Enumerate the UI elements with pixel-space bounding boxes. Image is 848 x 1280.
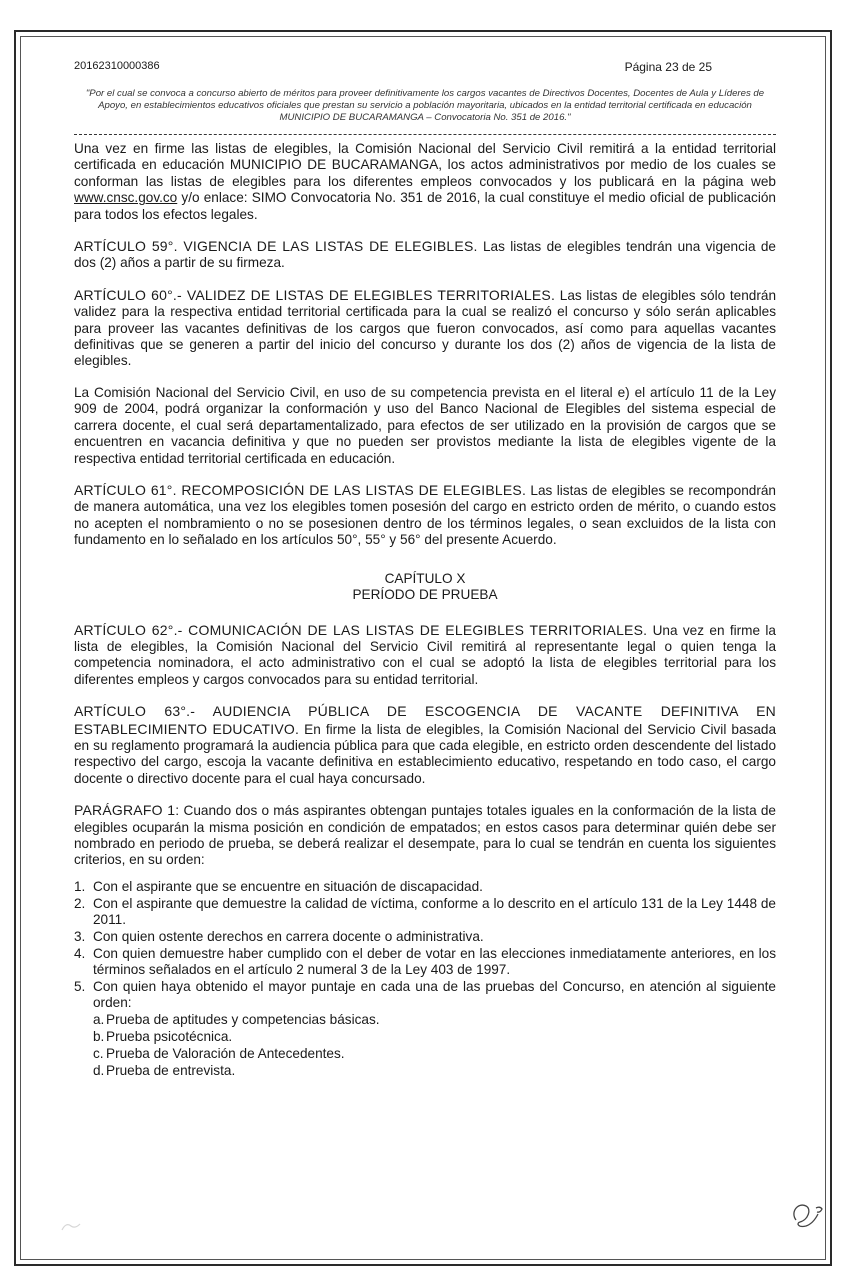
list-item: 1. Con el aspirante que se encuentre en situación de discapacidad. [74,878,483,894]
article-63: ARTÍCULO 63°.- AUDIENCIA PÚBLICA DE ESCOGENCIA DE VACANTE DEFINITIVA EN ESTABLECIMIENTO EDUCATIVO. En firme la lista de elegibles, la Comisión Nacional del Servicio Civil basada en su reglamento programará la audiencia pública para que cada elegible, en estricto orden descendente del listado respectivo del cargo, escoja la vacante definitiva en establecimiento educativo, respetando en todo caso, el cargo docente o directivo docente para el cual haya concursado. [74,703,777,786]
article-62-title: ARTÍCULO 62°.- COMUNICACIÓN DE LAS LISTAS DE ELEGIBLES TERRITORIALES. [74,621,648,638]
article-60-paragraph-2: La Comisión Nacional del Servicio Civil, en uso de su competencia prevista en el literal e) el artículo 11 de la Ley 909 de 2004, podrá organizar la conformación y uso del Banco Nacional de Elegibles del sistema especial de carrera docente, el cual será departamentalizado, para efectos de ser utilizado en la provisión de cargos que se encuentren en vacancia definitiva y que no pueden ser provistos mediante la lista de elegibles vigente de la respectiva entidad territorial certificada en educación. [74,384,776,466]
cnsc-website-link[interactable]: www.cnsc.gov.co [74,190,178,206]
article-60: ARTÍCULO 60°.- VALIDEZ DE LISTAS DE ELEGIBLES TERRITORIALES. Las listas de elegibles sólo tendrán validez para la respectiva entidad territorial certificada para la cual se realizó el concurso y sólo serán aplicables para proveer las vacantes definitivas de los cargos que fueron convocados, así como para aquellas vacantes definitivas que se generen a partir del inicio del concurso y durante los dos (2) años de vigencia de la lista de elegibles. [74,286,776,369]
list-item: c. Prueba de Valoración de Antecedentes. [93,1045,345,1061]
intro-paragraph: Una vez en firme las listas de elegibles, la Comisión Nacional del Servicio Civil remitirá a la entidad territorial certificada en educación MUNICIPIO DE BUCARAMANGA, los actos administrativos por medio de los cuales se conforman las listas de elegibles para los diferentes empleos convocados y los publicará en la página web www.cnsc.gov.co y/o enlace: SIMO Convocatoria No. 351 de 2016, la cual constituye el medio oficial de publicación para todos los efectos legales. [74,141,776,222]
list-item: d. Prueba de entrevista. [93,1062,236,1078]
test-order-sublist [93,1012,776,1079]
header-divider [74,134,776,135]
list-item: 3. Con quien ostente derechos en carrera docente o administrativa. [74,928,484,944]
document-body [74,60,776,1080]
tiebreak-criteria-list [74,879,776,1011]
list-item: 4. Con quien demuestre haber cumplido con el deber de votar en las elecciones inmediatamente anteriores, en los términos señalados en el artículo 2 numeral 3 de la Ley 403 de 1997. [74,945,776,977]
article-61-title: ARTÍCULO 61°. RECOMPOSICIÓN DE LAS LISTAS DE ELEGIBLES. [74,481,527,498]
article-63-title: ARTÍCULO 63°.- AUDIENCIA PÚBLICA DE ESCOGENCIA DE VACANTE DEFINITIVA EN ESTABLECIMIENTO EDUCATIVO. [74,703,776,737]
list-item: 5. Con quien haya obtenido el mayor puntaje en cada una de las pruebas del Concurso, en atención al siguiente orden: [74,978,776,1010]
chapter-heading [74,571,776,604]
chapter-title: PERÍODO DE PRUEBA [352,587,498,603]
list-item: b. Prueba psicotécnica. [93,1028,233,1044]
resolution-caption: "Por el cual se convoca a concurso abierto de méritos para proveer definitivamente los cargos vacantes de Directivos Docentes, Docentes de Aula y Líderes de Apoyo, en establecimientos educativos oficiales que prestan su servicio a población mayoritaria, ubicados en la entidad territorial certificada en educación MUNICIPIO DE BUCARAMANGA – Convocatoria No. 351 de 2016." [85,88,765,123]
article-59: ARTÍCULO 59°. VIGENCIA DE LAS LISTAS DE ELEGIBLES. Las listas de elegibles tendrán una vigencia de dos (2) años a partir de su firmeza. [74,238,776,271]
article-61: ARTÍCULO 61°. RECOMPOSICIÓN DE LAS LISTAS DE ELEGIBLES. Las listas de elegibles se recompondrán de manera automática, una vez los elegibles tomen posesión del cargo en estricto orden de mérito, o cuando estos no acepten el nombramiento o no se posesionen dentro de los términos legales, o sean excluidos de la lista con fundamento en lo señalado en los artículos 50°, 55° y 56° del presente Acuerdo. [74,481,776,548]
list-item: a. Prueba de aptitudes y competencias básicas. [93,1011,380,1027]
faint-stamp-mark [60,1218,82,1234]
article-59-title: ARTÍCULO 59°. VIGENCIA DE LAS LISTAS DE ELEGIBLES. [74,238,478,255]
initials-signature [788,1198,828,1232]
article-62: ARTÍCULO 62°.- COMUNICACIÓN DE LAS LISTAS DE ELEGIBLES TERRITORIALES. Una vez en firme la lista de elegibles, la Comisión Nacional del Servicio Civil remitirá al representante legal o quien tenga la competencia nominadora, el acto administrativo con el cual se adoptó la lista de elegibles territorial para los diferentes empleos y cargos convocados para su entidad territorial. [74,621,776,687]
article-60-title: ARTÍCULO 60°.- VALIDEZ DE LISTAS DE ELEGIBLES TERRITORIALES. [74,286,556,303]
document-number: 20162310000386 [74,60,160,72]
paragrafo-1: PARÁGRAFO 1: Cuando dos o más aspirantes obtengan puntajes totales iguales en la conformación de la lista de elegibles ocuparán la misma posición en condición de empatados; en estos casos para determinar quién debe ser nombrado en periodo de prueba, se deberá realizar el desempate, para lo cual se tendrán en cuenta los siguientes criterios, en su orden: [74,802,776,868]
list-item: 2. Con el aspirante que demuestre la calidad de víctima, conforme a lo descrito en el artículo 131 de la Ley 1448 de 2011. [74,895,776,927]
paragrafo-1-title: PARÁGRAFO 1: [74,802,180,819]
page-number: Página 23 de 25 [624,60,712,74]
page-header [74,60,776,74]
chapter-number: CAPÍTULO X [384,570,466,586]
